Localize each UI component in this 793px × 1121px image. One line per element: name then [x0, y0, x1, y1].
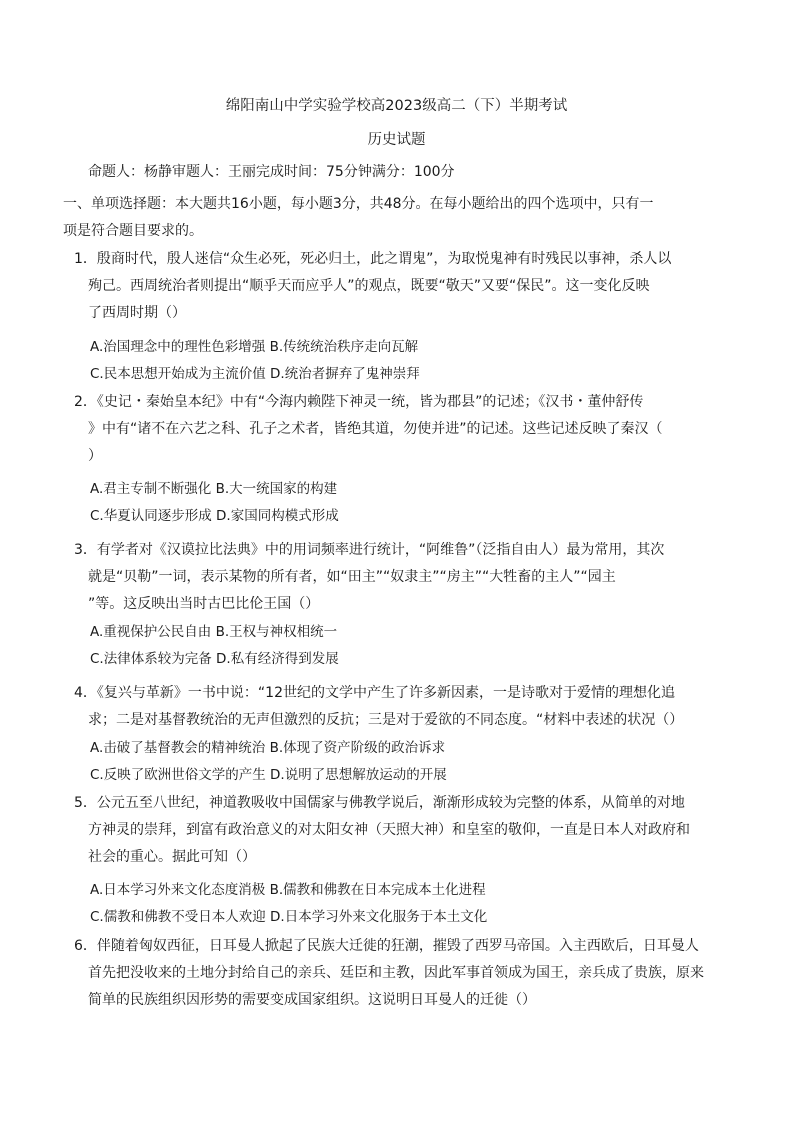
question-6-line-3: 简单的民族组织因形势的需要变成国家组织。这说明日耳曼人的迁徙（） — [88, 992, 536, 1008]
question-1-options-1: A.治国理念中的理性色彩增强 B.传统统治秩序走向瓦解 — [90, 339, 419, 355]
exam-subtitle: 历史试题 — [367, 132, 426, 148]
question-5-options-2: C.儒教和佛教不受日本人欢迎 D.日本学习外来文化服务于本土文化 — [90, 909, 488, 925]
question-5-line-3: 社会的重心。据此可知（） — [88, 849, 256, 865]
question-1-line-2: 殉己。西周统治者则提出“顺乎天而应乎人”的观点，既要“敬天”又要“保民”。这一变化反映 — [88, 278, 650, 294]
question-5-line-2: 方神灵的崇拜，到富有政治意义的对太阳女神（天照大神）和皇室的敬仰，一直是日本人对政府和 — [88, 822, 690, 838]
question-3-options-1: A.重视保护公民自由 B.王权与神权相统一 — [90, 624, 338, 640]
question-5-options-1: A.日本学习外来文化态度消极 B.儒教和佛教在日本完成本土化进程 — [90, 882, 486, 898]
question-3-options-2: C.法律体系较为完备 D.私有经济得到发展 — [90, 651, 339, 667]
question-4-line-1: 4．《复兴与革新》一书中说：“12世纪的文学中产生了许多新因素，一是诗歌对于爱情的理想化追 — [74, 685, 675, 701]
question-3-line-1: 3．有学者对《汉谟拉比法典》中的用词频率进行统计，“阿维鲁”（泛指自由人）最为常用，其次 — [74, 542, 665, 558]
question-3-line-3: ”等。这反映出当时古巴比伦王国（） — [88, 596, 320, 612]
question-1-line-3: 了西周时期（） — [88, 305, 186, 321]
question-4-options-1: A.击破了基督教会的精神统治 B.体现了资产阶级的政治诉求 — [90, 740, 446, 756]
question-2-options-2: C.华夏认同逐步形成 D.家国同构模式形成 — [90, 508, 339, 524]
section-heading-line1: 一、单项选择题：本大题共16小题，每小题3分，共48分。在每小题给出的四个选项中，只有一 — [63, 196, 654, 212]
question-4-line-2: 求；二是对基督教统治的无声但激烈的反抗；三是对于爱欲的不同态度。“材料中表述的状况（） — [88, 712, 684, 728]
question-5-line-1: 5．公元五至八世纪，神道教吸收中国儒家与佛教学说后，渐渐形成较为完整的体系，从简单的对地 — [74, 795, 685, 811]
question-3-line-2: 就是“贝勒”一词，表示某物的所有者，如“田主”“奴隶主”“房主”“大牲畜的主人”“园主 — [88, 569, 616, 585]
question-2-line-2: 》中有“诸不在六艺之科、孔子之术者，皆绝其道，勿使并进”的记述。这些记述反映了秦汉（ — [88, 421, 663, 437]
exam-title: 绵阳南山中学实验学校高2023级高二（下）半期考试 — [225, 98, 568, 114]
question-2-options-1: A.君主专制不断强化 B.大一统国家的构建 — [90, 481, 338, 497]
section-heading-line2: 项是符合题目要求的。 — [63, 223, 203, 239]
question-2-line-3: ） — [88, 448, 102, 464]
question-1-line-1: 1．殷商时代，殷人迷信“众生必死，死必归土，此之谓鬼”，为取悦鬼神有时残民以事神，杀人以 — [74, 251, 672, 267]
exam-meta: 命题人：杨静审题人：王丽完成时间：75分钟满分：100分 — [88, 164, 455, 180]
question-4-options-2: C.反映了欧洲世俗文学的产生 D.说明了思想解放运动的开展 — [90, 767, 447, 783]
question-6-line-1: 6．伴随着匈奴西征，日耳曼人掀起了民族大迁徙的狂潮，摧毁了西罗马帝国。入主西欧后，日耳曼人 — [74, 938, 699, 954]
question-2-line-1: 2．《史记・秦始皇本纪》中有“今海内赖陛下神灵一统，皆为郡县”的记述；《汉书・董仲舒传 — [74, 394, 644, 410]
question-6-line-2: 首先把没收来的土地分封给自己的亲兵、廷臣和主教，因此军事首领成为国王，亲兵成了贵族，原来 — [88, 965, 704, 981]
question-1-options-2: C.民本思想开始成为主流价值 D.统治者摒弃了鬼神崇拜 — [90, 366, 420, 382]
